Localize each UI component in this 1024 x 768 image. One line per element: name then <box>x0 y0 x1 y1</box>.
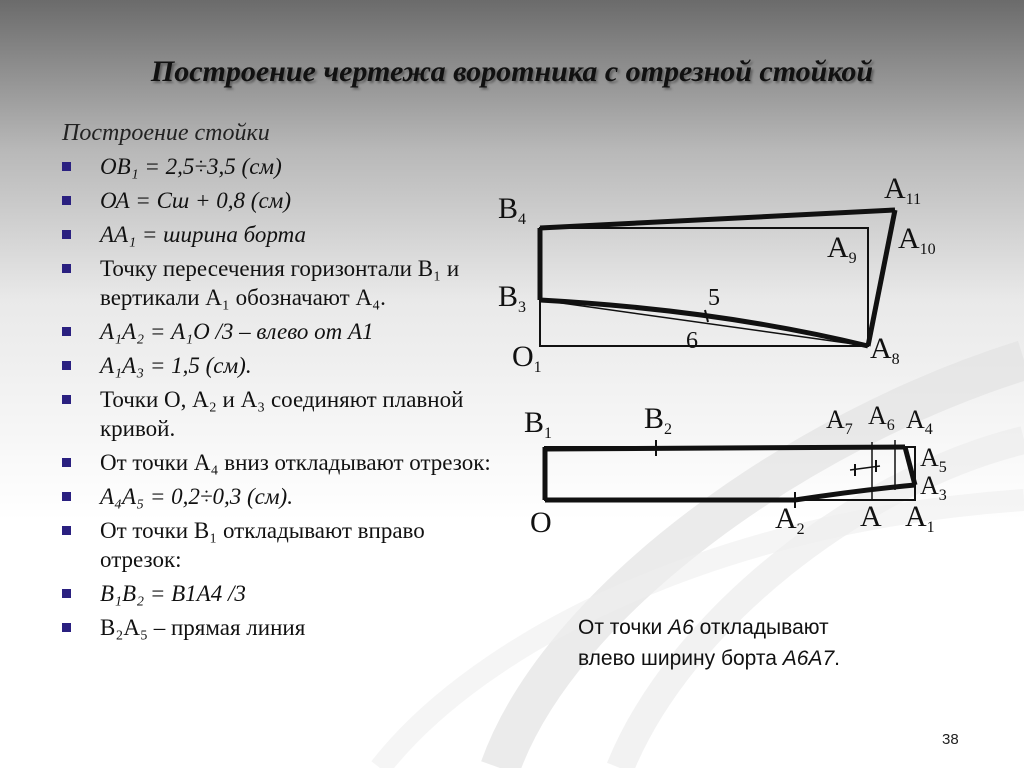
page-number: 38 <box>942 731 959 748</box>
label-a1: $A_1$ <box>905 500 935 536</box>
label-a8: $A_8$ <box>870 332 900 368</box>
label-a11: $A_{11}$ <box>884 172 922 208</box>
list-item: А₄А₅ = 0,2÷0,3 (см). <box>62 482 502 511</box>
section-subtitle: Построение стойки <box>62 120 270 146</box>
list-item: В₂А₅ – прямая линия <box>62 613 502 642</box>
label-5: 5 <box>708 285 720 311</box>
label-a2: $A_2$ <box>775 502 805 538</box>
slide-title: Построение чертежа воротника с отрезной стойкой <box>150 55 874 88</box>
list-item: А₁А₃ = 1,5 (см). <box>62 351 502 380</box>
label-o1: $O_1$ <box>512 340 542 376</box>
lower-stand-drawing <box>545 440 915 508</box>
label-a5: $A_5$ <box>920 443 947 476</box>
label-b2: $B_2$ <box>644 402 673 438</box>
list-item: Точки О, А₂ и А₃ соединяют плавной кривой. <box>62 385 502 443</box>
label-a4: $A_4$ <box>906 405 933 438</box>
label-a7: $A_7$ <box>826 405 853 438</box>
label-6: 6 <box>686 328 698 354</box>
label-a: A <box>860 500 882 533</box>
label-a9: $A_9$ <box>827 231 857 267</box>
label-a10: $A_{10}$ <box>898 222 936 258</box>
label-a6: $A_6$ <box>868 401 895 434</box>
note-text: От точки А6 откладывают влево ширину борта А6А7. <box>578 616 840 670</box>
list-item: ОА = Сш + 0,8 (см) <box>62 186 502 215</box>
list-item: ОВ₁ = 2,5÷3,5 (см) <box>62 152 502 181</box>
label-b1: $B_1$ <box>524 406 553 442</box>
label-o: O <box>530 506 552 539</box>
list-item: От точки А₄ вниз откладывают отрезок: <box>62 448 502 477</box>
label-a3: $A_3$ <box>920 471 947 504</box>
list-item: А₁А₂ = А₁О /3 – влево от А1 <box>62 317 502 346</box>
list-item: АА₁ = ширина борта <box>62 220 502 249</box>
list-item: В₁В₂ = В1А4 /3 <box>62 579 502 608</box>
list-item: От точки В₁ откладывают вправо отрезок: <box>62 516 502 574</box>
label-b4: $B_4$ <box>498 192 527 228</box>
label-b3: $B_3$ <box>498 280 527 316</box>
list-item: Точку пересечения горизонтали В₁ и вертикали А₁ обозначают А₄. <box>62 254 502 312</box>
